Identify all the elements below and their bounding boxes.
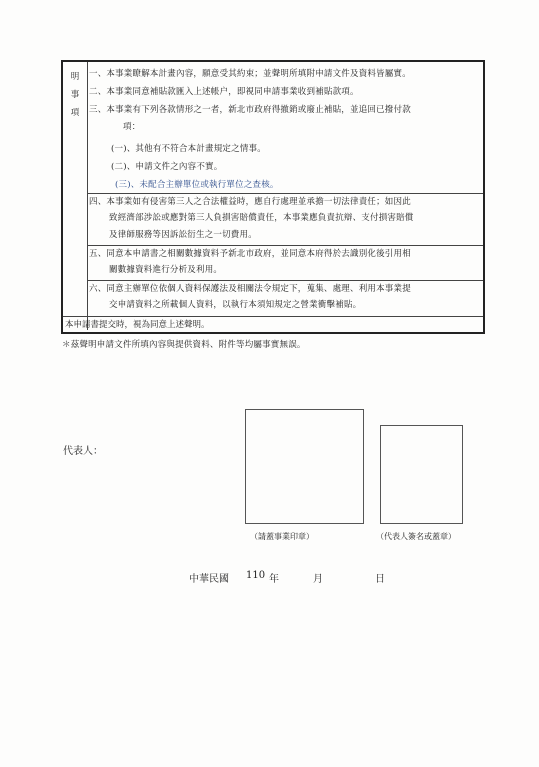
item-4-cont2: 及律師服務等因訴訟衍生之一切費用。 <box>109 230 257 240</box>
declaration-note: ＊茲聲明申請文件所填內容與提供資料、附件等均屬事實無誤。 <box>62 340 306 350</box>
item-5: 五、同意本申請書之相關數據資料予新北市政府，並同意本府得於去識別化後引用相 <box>87 245 483 263</box>
company-seal-box[interactable] <box>245 409 364 524</box>
item-4-cont: 致經濟部涉訟或應對第三人負損害賠償責任，本事業應負責抗辯、支付損害賠償 <box>109 213 414 223</box>
side-label-char: 項 <box>70 108 80 118</box>
side-label-char: 明 <box>70 72 80 82</box>
item-2: 二、本事業同意補貼款匯入上述帳户，即視同申請事業收到補貼款項。 <box>89 87 359 97</box>
item-5-cont: 關數據資料進行分析及利用。 <box>109 265 223 275</box>
date-era: 中華民國 <box>189 574 229 585</box>
item-1: 一、本事業瞭解本計畫內容，願意受其約束；並聲明所填附申請文件及資料皆屬實。 <box>89 69 411 79</box>
sub-item-3: (三)、未配合主辦單位或執行單位之查核。 <box>115 180 279 190</box>
company-seal-caption: （請蓋事業印章） <box>250 532 314 541</box>
date-month-unit: 月 <box>313 574 323 585</box>
date-year-unit: 年 <box>269 574 279 585</box>
sub-item-2: (二)、申請文件之內容不實。 <box>111 162 223 172</box>
representative-signature-caption: （代表人簽名或蓋章） <box>376 532 456 541</box>
item-4: 四、本事業如有侵害第三人之合法權益時，應自行處理並承擔一切法律責任；如因此 <box>87 193 483 211</box>
item-6: 六、同意主辦單位依個人資料保護法及相關法令規定下，蒐集、處理、利用本事業提 <box>87 280 483 298</box>
sub-item-1: (一)、其他有不符合本計畫規定之情事。 <box>111 144 266 154</box>
item-3: 三、本事業有下列各款情形之一者，新北市政府得撤銷或廢止補貼，並追回已撥付款 <box>89 105 411 115</box>
representative-signature-box[interactable] <box>380 425 463 524</box>
date-year: 110 <box>246 570 266 581</box>
closing-statement: 本申請書提交時，視為同意上述聲明。 <box>63 316 483 335</box>
side-label-column <box>63 62 88 330</box>
side-label-char: 事 <box>70 90 80 100</box>
item-6-cont: 交申請資料之所載個人資料，以執行本須知規定之營業衝擊補貼。 <box>109 300 362 310</box>
representative-label: 代表人： <box>63 446 103 457</box>
date-day-unit: 日 <box>375 574 385 585</box>
item-3-cont: 項： <box>123 122 141 132</box>
declaration-table <box>61 60 485 334</box>
